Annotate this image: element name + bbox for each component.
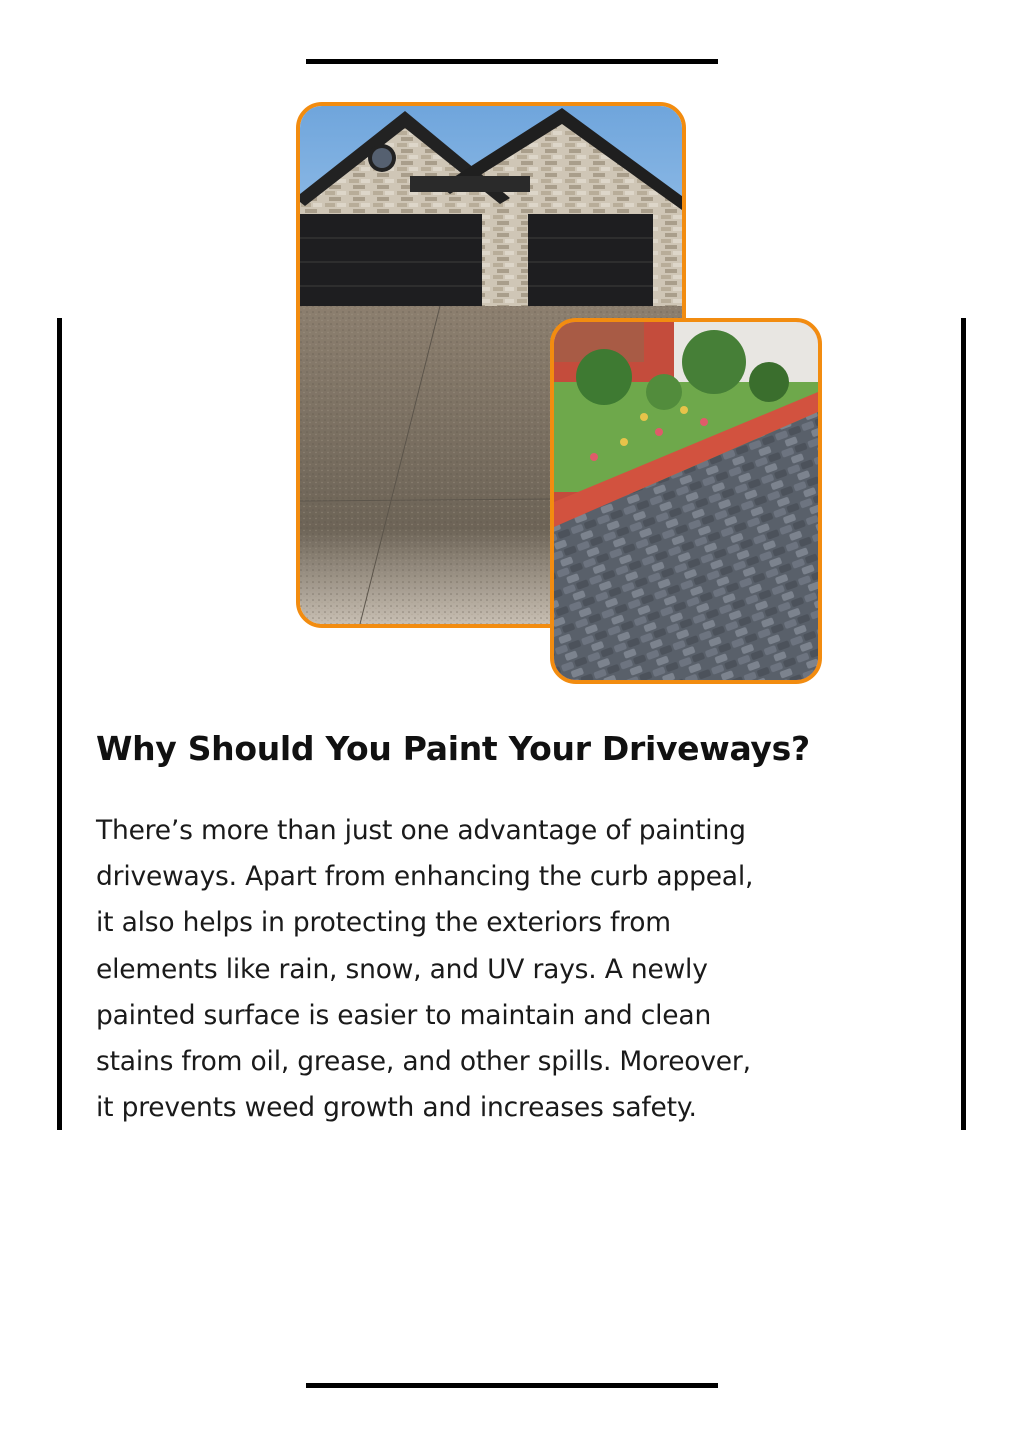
body-line: stains from oil, grease, and other spills. Moreover, <box>96 1046 751 1078</box>
body-line: it also helps in protecting the exteriors from <box>96 907 671 939</box>
body-line: elements like rain, snow, and UV rays. A newly <box>96 953 708 985</box>
bottom-divider <box>306 1383 718 1388</box>
stamped-concrete-driveway-photo <box>550 318 822 684</box>
article-heading: Why Should You Paint Your Driveways? <box>96 729 810 768</box>
top-divider <box>306 59 718 64</box>
body-line: it prevents weed growth and increases safety. <box>96 1092 697 1124</box>
right-border-line <box>961 318 966 1130</box>
body-line: driveways. Apart from enhancing the curb appeal, <box>96 861 754 893</box>
body-line: There’s more than just one advantage of painting <box>96 815 746 846</box>
article-body <box>96 808 926 1131</box>
stamped-driveway-illustration <box>554 322 818 680</box>
body-line: painted surface is easier to maintain and clean <box>96 999 712 1031</box>
left-border-line <box>57 318 62 1130</box>
